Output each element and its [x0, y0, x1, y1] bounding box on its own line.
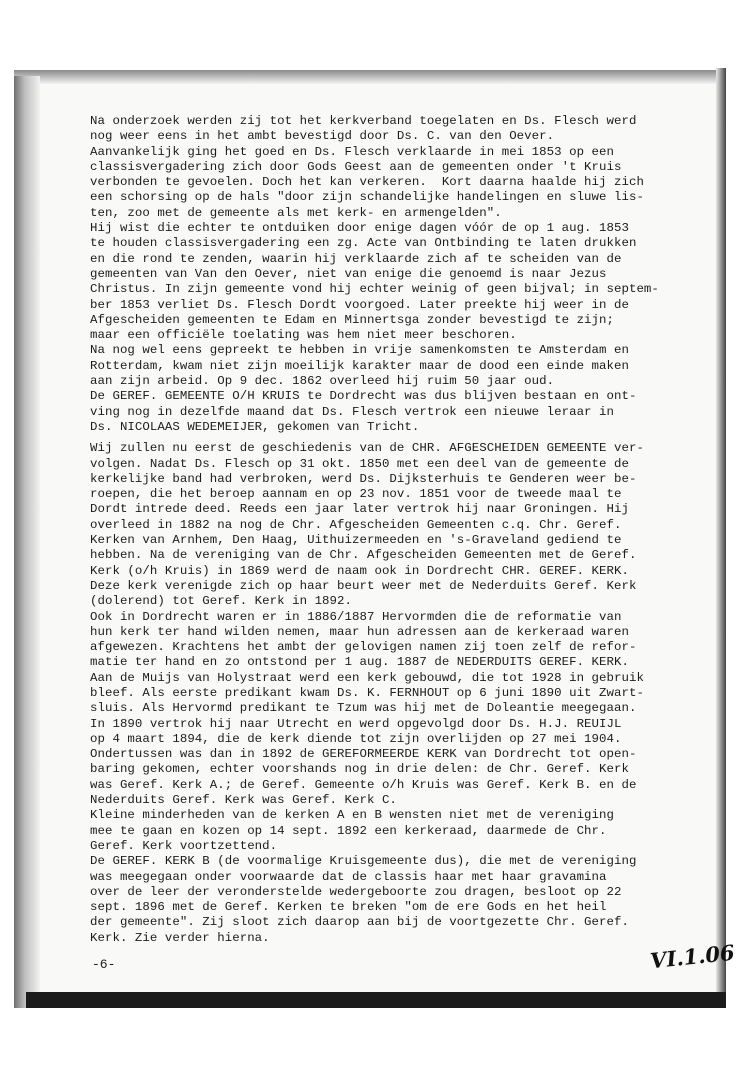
text-line: sept. 1896 met de Geref. Kerken te breken "om de ere Gods en het heil: [90, 900, 607, 915]
text-line: In 1890 vertrok hij naar Utrecht en werd opgevolgd door Ds. H.J. REUIJL: [90, 716, 622, 731]
text-line: aan zijn arbeid. Op 9 dec. 1862 overleed hij ruim 50 jaar oud.: [90, 374, 555, 389]
text-line: Kerk. Zie verder hierna.: [90, 930, 270, 945]
text-line: Na nog wel eens gepreekt te hebben in vrije samenkomsten te Amsterdam en: [90, 343, 629, 358]
text-line: der gemeente". Zij sloot zich daarop aan bij de voortgezette Chr. Geref.: [90, 915, 629, 930]
text-line: Aan de Muijs van Holystraat werd een kerk gebouwd, die tot 1928 in gebruik: [90, 670, 644, 685]
text-line: Na onderzoek werden zij tot het kerkverband toegelaten en Ds. Flesch werd: [90, 114, 637, 128]
text-line: overleed in 1882 na nog de Chr. Afgescheiden Gemeenten c.q. Chr. Geref.: [90, 517, 622, 532]
text-line: was Geref. Kerk A.; de Geref. Gemeente o/h Kruis was Geref. Kerk B. en de: [90, 777, 637, 792]
text-line: classisvergadering zich door Gods Geest aan de gemeenten onder 't Kruis: [90, 159, 622, 174]
text-line: over de leer der veronderstelde wedergeboorte zou dragen, besloot op 22: [90, 884, 622, 899]
text-line: Kerk (o/h Kruis) in 1869 werd de naam ook in Dordrecht CHR. GEREF. KERK.: [90, 563, 629, 578]
paragraph-flesch: [90, 114, 700, 435]
text-line: roepen, die het beroep aannam en op 23 nov. 1851 voor de tweede maal te: [90, 487, 622, 502]
text-line: verbonden te gevoelen. Doch het kan verkeren. Kort daarna haalde hij zich: [90, 175, 644, 190]
scan-edge-right: [716, 68, 726, 1008]
text-line: De GEREF. KERK B (de voormalige Kruisgemeente dus), die met de vereniging: [90, 854, 637, 869]
text-line: maar een officiële toelating was hem niet meer beschoren.: [90, 328, 517, 343]
document-body: [90, 114, 700, 946]
text-line: Aanvankelijk ging het goed en Ds. Flesch verklaarde in mei 1853 op een: [90, 144, 614, 159]
text-line: een schorsing op de hals "door zijn schandelijke handelingen en sluwe lis-: [90, 190, 644, 205]
scan-bar-bottom: [26, 992, 726, 1008]
text-line: matie ter hand en zo ontstond per 1 aug. 1887 de NEDERDUITS GEREF. KERK.: [90, 655, 629, 670]
text-line: Deze kerk verenigde zich op haar beurt weer met de Nederduits Geref. Kerk: [90, 578, 637, 593]
text-line: bleef. Als eerste predikant kwam Ds. K. FERNHOUT op 6 juni 1890 uit Zwart-: [90, 685, 644, 700]
text-line: ber 1853 verliet Ds. Flesch Dordt voorgoed. Later preekte hij weer in de: [90, 297, 629, 312]
text-line: hun kerk ter hand wilden nemen, maar hun adressen aan de kerkeraad waren: [90, 624, 629, 639]
text-line: hebben. Na de vereniging van de Chr. Afgescheiden Gemeenten met de Geref.: [90, 548, 637, 563]
scan-shadow-left: [14, 76, 40, 1008]
text-line: afgewezen. Krachtens het ambt der gelovigen namen zij toen zelf de refor-: [90, 640, 637, 655]
text-line: Rotterdam, kwam niet zijn moeilijk karakter maar de dood een einde maken: [90, 358, 629, 373]
text-line: op 4 maart 1894, die de kerk diende tot zijn overlijden op 27 mei 1904.: [90, 731, 622, 746]
scan-shadow-top: [14, 70, 726, 84]
page-number: -6-: [92, 957, 116, 972]
text-line: Ds. NICOLAAS WEDEMEIJER, gekomen van Tricht.: [90, 419, 420, 434]
text-line: nog weer eens in het ambt bevestigd door Ds. C. van den Oever.: [90, 129, 555, 144]
text-line: Wij zullen nu eerst de geschiedenis van de CHR. AFGESCHEIDEN GEMEENTE ver-: [90, 441, 644, 456]
text-line: Geref. Kerk voortzettend.: [90, 838, 278, 853]
text-line: mee te gaan en kozen op 14 sept. 1892 een kerkeraad, daarmede de Chr.: [90, 823, 607, 838]
paragraph-chr-afgescheiden: [90, 441, 700, 946]
text-line: volgen. Nadat Ds. Flesch op 31 okt. 1850 met een deel van de gemeente de: [90, 456, 629, 471]
text-line: baring gekomen, echter voorshands nog in drie delen: de Chr. Geref. Kerk: [90, 762, 629, 777]
text-line: Afgescheiden gemeenten te Edam en Minnertsga zonder bevestigd te zijn;: [90, 312, 614, 327]
text-line: ving nog in dezelfde maand dat Ds. Flesch vertrok een nieuwe leraar in: [90, 404, 614, 419]
text-line: Kleine minderheden van de kerken A en B wensten niet met de vereniging: [90, 808, 614, 823]
text-line: (dolerend) tot Geref. Kerk in 1892.: [90, 594, 352, 609]
text-line: was meegegaan onder voorwaarde dat de classis haar met haar gravamina: [90, 869, 607, 884]
text-line: Hij wist die echter te ontduiken door enige dagen vóór de op 1 aug. 1853: [90, 221, 629, 236]
text-line: Ook in Dordrecht waren er in 1886/1887 Hervormden die de reformatie van: [90, 609, 622, 624]
text-line: Christus. In zijn gemeente vond hij echter weinig of geen bijval; in septem-: [90, 282, 659, 297]
text-line: te houden classisvergadering een zg. Acte van Ontbinding te laten drukken: [90, 236, 637, 251]
text-line: Ondertussen was dan in 1892 de GEREFORMEERDE KERK van Dordrecht tot open-: [90, 747, 637, 762]
text-line: Dordt intrede deed. Reeds een jaar later vertrok hij naar Groningen. Hij: [90, 502, 629, 517]
text-line: De GEREF. GEMEENTE O/H KRUIS te Dordrecht was dus blijven bestaan en ont-: [90, 389, 637, 404]
text-line: Kerken van Arnhem, Den Haag, Uithuizermeeden en 's-Graveland gediend te: [90, 533, 622, 548]
text-line: en die rond te zenden, waarin hij verklaarde zich af te scheiden van de: [90, 251, 622, 266]
text-line: kerkelijke band had verbroken, werd Ds. Dijksterhuis te Genderen weer be-: [90, 471, 637, 486]
text-line: ten, zoo met de gemeente als met kerk- en armengelden".: [90, 205, 502, 220]
text-line: sluis. Als Hervormd predikant te Tzum was hij met de Doleantie meegegaan.: [90, 701, 637, 716]
text-line: gemeenten van Van den Oever, niet van enige die genoemd is naar Jezus: [90, 266, 607, 281]
text-line: Nederduits Geref. Kerk was Geref. Kerk C.: [90, 793, 397, 808]
handwritten-archive-code: VI.1.06: [648, 939, 736, 974]
